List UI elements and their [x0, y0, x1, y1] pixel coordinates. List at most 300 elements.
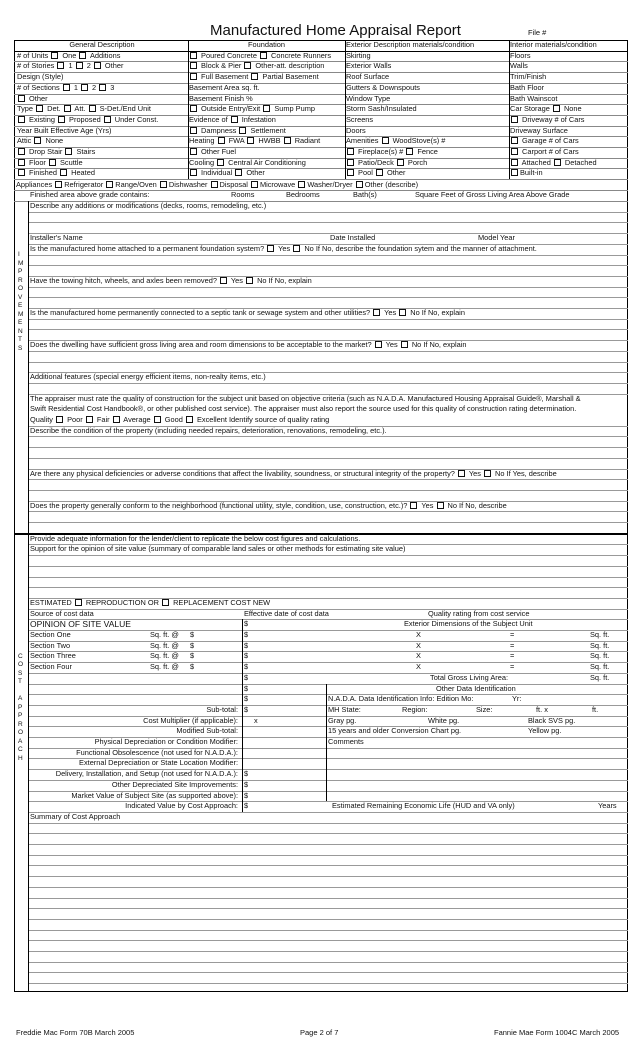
rule-line	[28, 436, 628, 437]
dollar: $	[244, 694, 249, 704]
checkbox[interactable]	[347, 169, 354, 176]
grid-cell: Full Basement Partial Basement	[189, 72, 344, 82]
checkbox[interactable]	[154, 416, 161, 423]
checkbox[interactable]	[18, 148, 25, 155]
rule-line	[28, 265, 628, 266]
checkbox[interactable]	[186, 416, 193, 423]
physical-depreciation: Physical Depreciation or Condition Modifier:	[94, 737, 238, 746]
checkbox[interactable]	[211, 181, 218, 188]
grid-cell: Bath Wainscot	[510, 93, 558, 103]
external-depreciation: External Depreciation or State Location Modifier:	[79, 758, 238, 768]
grid-cell: Existing Proposed Under Const.	[17, 115, 187, 125]
checkbox[interactable]	[58, 116, 65, 123]
side-letter-cost: T	[18, 678, 22, 686]
section-label: Section Three	[30, 651, 76, 661]
checkbox[interactable]	[162, 599, 169, 606]
condition-label: Describe the condition of the property (including needed repairs, deterioration, renovations, remodeling, etc.).	[30, 425, 387, 435]
eq-mark: =	[510, 662, 515, 672]
grid-cell: # of Stories 1 2 Other	[17, 61, 124, 71]
checkbox[interactable]	[218, 137, 225, 144]
side-letter-improvements: M	[18, 310, 24, 318]
functional-obsolescence: Functional Obsolescence (not used for N.A.D.A.):	[76, 747, 238, 757]
checkbox[interactable]	[382, 137, 389, 144]
grid-cell: Drop Stair Stairs	[17, 147, 187, 157]
checkbox[interactable]	[511, 137, 518, 144]
sqft-at: Sq. ft. @	[150, 651, 179, 661]
sqft-label: Square Feet of Gross Living Area Above Grade	[415, 190, 570, 200]
checkbox[interactable]	[356, 181, 363, 188]
file-number-label: File #	[528, 28, 547, 37]
checkbox[interactable]	[190, 73, 197, 80]
subtotal: Sub-total:	[206, 704, 238, 714]
provide-info: Provide adequate information for the lender/client to replicate the below cost figures and calculations.	[30, 533, 361, 543]
grid-cell: Fireplace(s) # Fence	[346, 147, 508, 157]
checkbox[interactable]	[410, 502, 417, 509]
sqft-at: Sq. ft. @	[150, 630, 179, 639]
dollar: $	[244, 619, 249, 629]
rule-line	[28, 684, 628, 685]
sqft-unit: Sq. ft.	[590, 640, 610, 650]
grid-divider	[509, 40, 510, 179]
checkbox[interactable]	[260, 52, 267, 59]
checkbox[interactable]	[458, 470, 465, 477]
grid-cell: General Description	[69, 40, 135, 49]
checkbox[interactable]	[293, 245, 300, 252]
grid-cell: Individual Other	[189, 168, 344, 178]
market-value-site: Market Value of Subject Site (as supported above):	[71, 790, 238, 800]
site-support: Support for the opinion of site value (summary of comparable land sales or other methods for estimating site value)	[30, 544, 406, 554]
side-letter-cost: P	[18, 712, 23, 720]
side-letter-cost: P	[18, 703, 23, 711]
x-mark: X	[416, 630, 421, 639]
rule-line	[28, 566, 628, 567]
report-title: Manufactured Home Appraisal Report	[210, 22, 461, 39]
quality-rating-service: Quality rating from cost service	[428, 608, 530, 618]
rule-line	[28, 490, 628, 491]
side-letter-improvements: V	[18, 293, 23, 301]
grid-cell: Bath Floor	[510, 82, 545, 92]
grid-cell: Garage # of Cars	[510, 136, 627, 146]
checkbox[interactable]	[511, 148, 518, 155]
sqft-unit: Sq. ft.	[590, 662, 610, 672]
q-deficiencies: Are there any physical deficiencies or adverse conditions that affect the livability, soundness, or structural integrity of the property? Yes No If Yes, describe	[30, 468, 557, 478]
grid-cell: Attic None	[17, 136, 64, 146]
checkbox[interactable]	[18, 95, 25, 102]
checkbox[interactable]	[347, 148, 354, 155]
checkbox[interactable]	[190, 127, 197, 134]
checkbox[interactable]	[399, 309, 406, 316]
grid-cell: Driveway Surface	[510, 125, 568, 135]
effective-date: Effective date of cost data	[244, 608, 329, 618]
ft: ft.	[592, 704, 599, 714]
dollar: $	[244, 704, 249, 714]
cost-multiplier: Cost Multiplier (if applicable):	[143, 715, 238, 725]
appliances-row: Appliances Refrigerator Range/Oven Dishwasher Disposal Microwave Washer/Dryer Other (describe)	[16, 179, 419, 189]
rule-line	[28, 855, 628, 856]
rule-line	[28, 919, 628, 920]
rule-line	[28, 630, 628, 631]
other-data: Other Data Identification	[436, 683, 516, 693]
dollar: $	[244, 651, 249, 661]
grid-cell: Window Type	[346, 93, 391, 103]
grid-cell: Storm Sash/Insulated	[346, 104, 417, 114]
additions-label: Describe any additions or modifications (decks, rooms, remodeling, etc.)	[30, 201, 267, 210]
checkbox[interactable]	[511, 116, 518, 123]
checkbox[interactable]	[63, 84, 70, 91]
footer-right: Fannie Mae Form 1004C March 2005	[494, 1028, 620, 1037]
side-letter-improvements: N	[18, 327, 23, 335]
rule-line	[28, 233, 628, 234]
side-letter-cost: O	[18, 661, 24, 669]
side-letter-cost: C	[18, 746, 23, 754]
side-divider	[28, 201, 29, 533]
checkbox[interactable]	[36, 105, 43, 112]
checkbox[interactable]	[64, 105, 71, 112]
checkbox[interactable]	[376, 169, 383, 176]
checkbox[interactable]	[49, 159, 56, 166]
grid-cell: Type Det. Att. S-Det./End Unit	[17, 104, 151, 114]
sqft-unit: Sq. ft.	[590, 630, 610, 639]
rule-line	[28, 844, 628, 845]
x-mark: x	[254, 715, 258, 725]
checkbox[interactable]	[99, 84, 106, 91]
grid-cell: Pool Other	[346, 168, 508, 178]
rooms-label: Rooms	[231, 190, 255, 200]
side-letter-improvements: I	[18, 251, 20, 258]
checkbox[interactable]	[76, 62, 83, 69]
dollar: $	[190, 662, 195, 672]
grid-cell: Outside Entry/Exit Sump Pump	[189, 104, 344, 114]
side-letter-cost: O	[18, 729, 24, 737]
delivery-setup: Delivery, Installation, and Setup (not used for N.A.D.A.):	[55, 769, 238, 779]
checkbox[interactable]	[79, 52, 86, 59]
checkbox[interactable]	[104, 116, 111, 123]
grid-cell: Attached Detached	[510, 158, 627, 168]
rule-line	[28, 972, 628, 973]
rule-line	[28, 587, 628, 588]
side-letter-improvements: P	[18, 268, 23, 275]
rule-line	[28, 833, 628, 834]
dollar: $	[244, 790, 249, 800]
yr: Yr:	[512, 694, 522, 704]
checkbox[interactable]	[397, 159, 404, 166]
checkbox[interactable]	[406, 148, 413, 155]
dollar: $	[190, 630, 195, 639]
checkbox[interactable]	[553, 105, 560, 112]
checkbox[interactable]	[75, 599, 82, 606]
grid-cell: Car Storage None	[510, 104, 582, 114]
indicated-value: Indicated Value by Cost Approach:	[125, 801, 238, 811]
rule-line	[28, 823, 628, 824]
checkbox[interactable]	[251, 181, 258, 188]
checkbox[interactable]	[298, 181, 305, 188]
dollar: $	[190, 651, 195, 661]
checkbox[interactable]	[246, 277, 253, 284]
comments: Comments	[328, 737, 364, 746]
rule-line	[28, 951, 628, 952]
side-letter-cost: H	[18, 754, 23, 762]
dollar: $	[190, 640, 195, 650]
eq-mark: =	[510, 630, 515, 639]
bedrooms-label: Bedrooms	[286, 190, 320, 200]
dollar: $	[244, 640, 249, 650]
checkbox[interactable]	[57, 62, 64, 69]
rule-line	[28, 887, 628, 888]
region: Region:	[402, 704, 428, 714]
grid-divider	[188, 40, 189, 179]
rule-line	[28, 458, 628, 459]
grid-cell: Roof Surface	[346, 72, 390, 82]
checkbox[interactable]	[55, 181, 62, 188]
checkbox[interactable]	[251, 73, 258, 80]
rule-line	[28, 383, 628, 384]
checkbox[interactable]	[347, 159, 354, 166]
checkbox[interactable]	[190, 169, 197, 176]
rule-line	[28, 876, 628, 877]
dollar: $	[244, 801, 249, 811]
quality-rating-line: Quality Poor Fair Average Good Excellent Identify source of quality rating	[30, 415, 330, 424]
dollar: $	[244, 769, 249, 779]
rule-line	[28, 447, 628, 448]
conversion-chart: 15 years and older Conversion Chart pg.	[328, 726, 462, 736]
side-letter-improvements: T	[18, 336, 22, 343]
rule-line	[28, 898, 628, 899]
rule-line	[28, 522, 628, 523]
ext-dims-title: Exterior Dimensions of the Subject Unit	[404, 619, 533, 629]
rule-line	[28, 362, 628, 363]
rule-line	[28, 212, 628, 213]
grid-cell: Trim/Finish	[510, 72, 547, 82]
grid-cell: Cooling Central Air Conditioning	[189, 157, 306, 167]
checkbox[interactable]	[401, 341, 408, 348]
rule-line	[28, 962, 628, 963]
grid-cell: Floors	[510, 50, 531, 60]
quality-text-1: The appraiser must rate the quality of construction for the subject unit based on objective criteria (such as N.A.D.A. Manufactured Housing Appraisal Guide®, Marshall &	[30, 393, 581, 403]
eq-mark: =	[510, 640, 515, 650]
checkbox[interactable]	[484, 470, 491, 477]
grid-cell: Block & Pier Other-att. description	[189, 61, 344, 71]
size: Size:	[476, 704, 493, 714]
grid-cell: Design (Style)	[17, 72, 64, 82]
section-label: Section Two	[30, 640, 71, 650]
side-letter-cost: C	[18, 652, 23, 660]
checkbox[interactable]	[113, 416, 120, 423]
rule-line	[28, 351, 628, 352]
q-septic: Is the manufactured home permanently connected to a septic tank or sewage system and other utilities? Yes No If No, explain	[30, 308, 465, 317]
grid-cell: Basement Finish %	[189, 93, 253, 103]
grid-divider	[345, 40, 346, 179]
x-mark: X	[416, 662, 421, 672]
checkbox[interactable]	[190, 62, 197, 69]
checkbox[interactable]	[190, 148, 197, 155]
checkbox[interactable]	[217, 159, 224, 166]
dollar: $	[244, 672, 249, 682]
other-depreciated: Other Depreciated Site Improvements:	[111, 779, 238, 789]
dollar: $	[244, 683, 249, 693]
checkbox[interactable]	[34, 137, 41, 144]
checkbox[interactable]	[220, 277, 227, 284]
grid-cell: Skirting	[346, 50, 371, 60]
installer-label: Installer's Name	[30, 233, 83, 243]
sqft-unit: Sq. ft.	[590, 672, 610, 682]
grid-cell: Foundation	[248, 40, 285, 49]
rule-line	[28, 555, 628, 556]
grid-cell: Amenities WoodStove(s) #	[346, 136, 446, 146]
rule-line	[28, 255, 628, 256]
rule-line	[28, 287, 628, 288]
finished-area-label: Finished area above grade contains:	[30, 190, 150, 200]
yellow-pg: Yellow pg.	[528, 726, 562, 736]
checkbox[interactable]	[56, 416, 63, 423]
checkbox[interactable]	[65, 148, 72, 155]
mh-state: MH State:	[328, 704, 361, 714]
rule-line	[28, 329, 628, 330]
grid-cell: Year Built Effective Age (Yrs)	[17, 125, 112, 135]
checkbox[interactable]	[239, 127, 246, 134]
rule-line	[28, 908, 628, 909]
years: Years	[598, 801, 617, 811]
grid-cell: Exterior Walls	[346, 61, 392, 71]
checkbox[interactable]	[511, 159, 518, 166]
grid-cell: Interior materials/condition	[510, 40, 597, 49]
checkbox[interactable]	[263, 105, 270, 112]
side-letter-improvements: E	[18, 302, 23, 309]
cost-source: Source of cost data	[30, 608, 94, 618]
rule-line	[28, 577, 628, 578]
grid-cell: Other Fuel	[189, 147, 344, 157]
checkbox[interactable]	[267, 245, 274, 252]
rule-line	[28, 930, 628, 931]
grid-cell: Dampness Settlement	[189, 126, 344, 136]
gray-pg: Gray pg.	[328, 715, 357, 725]
checkbox[interactable]	[18, 116, 25, 123]
dollar: $	[244, 779, 249, 789]
grid-cell: Finished Heated	[17, 168, 187, 178]
x-mark: X	[416, 651, 421, 661]
side-letter-cost: R	[18, 720, 23, 728]
side-letter-improvements: E	[18, 319, 23, 326]
side-letter-improvements: S	[18, 344, 23, 352]
rule-line	[28, 983, 628, 984]
grid-cell: Basement Area sq. ft.	[189, 82, 260, 92]
cost-summary: Summary of Cost Approach	[30, 811, 121, 821]
grid-cell: Screens	[346, 114, 374, 124]
checkbox[interactable]	[160, 181, 167, 188]
rule-line	[28, 662, 628, 663]
eq-mark: =	[510, 651, 515, 661]
grid-cell: Heating FWA HWBB Radiant	[189, 136, 321, 146]
sqft-unit: Sq. ft.	[590, 651, 610, 661]
cost-divider	[242, 619, 243, 812]
sqft-at: Sq. ft. @	[150, 662, 179, 672]
footer-left: Freddie Mac Form 70B March 2005	[16, 1028, 135, 1037]
side-letter-improvements: M	[18, 259, 24, 267]
rule-line	[28, 319, 628, 320]
side-divider	[28, 533, 29, 992]
sqft-at: Sq. ft. @	[150, 640, 179, 650]
checkbox[interactable]	[247, 137, 254, 144]
section-label: Section Four	[30, 662, 72, 672]
rule-line	[28, 940, 628, 941]
grid-cell: Poured Concrete Concrete Runners	[189, 51, 344, 61]
checkbox[interactable]	[94, 62, 101, 69]
dollar: $	[244, 662, 249, 672]
checkbox[interactable]	[231, 116, 238, 123]
rule-line	[28, 673, 628, 674]
dollar: $	[244, 630, 249, 639]
grid-cell: Carport # of Cars	[510, 147, 627, 157]
rule-line	[28, 641, 628, 642]
ft-x: ft. x	[536, 704, 548, 714]
q-conform: Does the property generally conform to the neighborhood (functional utility, style, condition, use, construction, etc.)? Yes No If No, describe	[30, 500, 507, 510]
checkbox[interactable]	[375, 341, 382, 348]
nada-info: N.A.D.A. Data Identification Info: Edition Mo:	[328, 694, 474, 704]
checkbox[interactable]	[235, 169, 242, 176]
modified-subtotal: Modified Sub-total:	[176, 726, 238, 736]
checkbox[interactable]	[106, 181, 113, 188]
rule-line	[28, 479, 628, 480]
grid-cell: # of Sections 1 2 3	[17, 82, 115, 92]
checkbox[interactable]	[284, 137, 291, 144]
grid-cell: # of Units One Additions	[17, 50, 121, 60]
checkbox[interactable]	[86, 416, 93, 423]
economic-life: Estimated Remaining Economic Life (HUD and VA only)	[332, 801, 515, 811]
rule-line	[28, 511, 628, 512]
cost-divider	[326, 684, 327, 802]
checkbox[interactable]	[60, 169, 67, 176]
estimated-cost: ESTIMATED REPRODUCTION OR REPLACEMENT COST NEW	[30, 597, 271, 607]
footer-page: Page 2 of 7	[300, 1028, 339, 1037]
grid-cell: Doors	[346, 125, 366, 135]
grid-cell: Evidence of Infestation	[189, 114, 276, 124]
grid-cell: Gutters & Downspouts	[346, 82, 420, 92]
checkbox[interactable]	[244, 62, 251, 69]
model-year-label: Model Year	[478, 233, 515, 243]
grid-cell: Driveway # of Cars	[510, 115, 627, 125]
checkbox[interactable]	[18, 169, 25, 176]
checkbox[interactable]	[511, 169, 518, 176]
rule-line	[28, 297, 628, 298]
section-label: Section One	[30, 630, 71, 639]
checkbox[interactable]	[81, 84, 88, 91]
checkbox[interactable]	[373, 309, 380, 316]
rule-line	[28, 865, 628, 866]
checkbox[interactable]	[89, 105, 96, 112]
quality-text-2: Swift Residential Cost Handbook®, or other published cost service). The appraiser must also report the source used for this quality of construction rating determination.	[30, 404, 577, 414]
checkbox[interactable]	[437, 502, 444, 509]
side-letter-cost: A	[18, 737, 23, 745]
checkbox[interactable]	[51, 52, 58, 59]
white-pg: White pg.	[428, 715, 460, 725]
grid-cell: Patio/Deck Porch	[346, 158, 508, 168]
side-letter-cost: S	[18, 669, 23, 677]
grid-cell: Floor Scuttle	[17, 158, 187, 168]
date-installed-label: Date Installed	[330, 233, 376, 243]
checkbox[interactable]	[190, 105, 197, 112]
rule-line	[28, 222, 628, 223]
grid-cell: Built-in	[510, 168, 627, 178]
site-value-title: OPINION OF SITE VALUE	[30, 619, 131, 630]
checkbox[interactable]	[18, 159, 25, 166]
q-towing: Have the towing hitch, wheels, and axles been removed? Yes No If No, explain	[30, 275, 312, 285]
side-letter-cost: A	[18, 695, 23, 703]
grid-cell: Other	[17, 94, 187, 104]
checkbox[interactable]	[190, 52, 197, 59]
checkbox[interactable]	[554, 159, 561, 166]
grid-cell: Walls	[510, 61, 528, 71]
q-living: Does the dwelling have sufficient gross living area and room dimensions to be acceptable to the market? Yes No If No, explain	[30, 340, 467, 350]
side-letter-improvements: O	[18, 285, 24, 292]
